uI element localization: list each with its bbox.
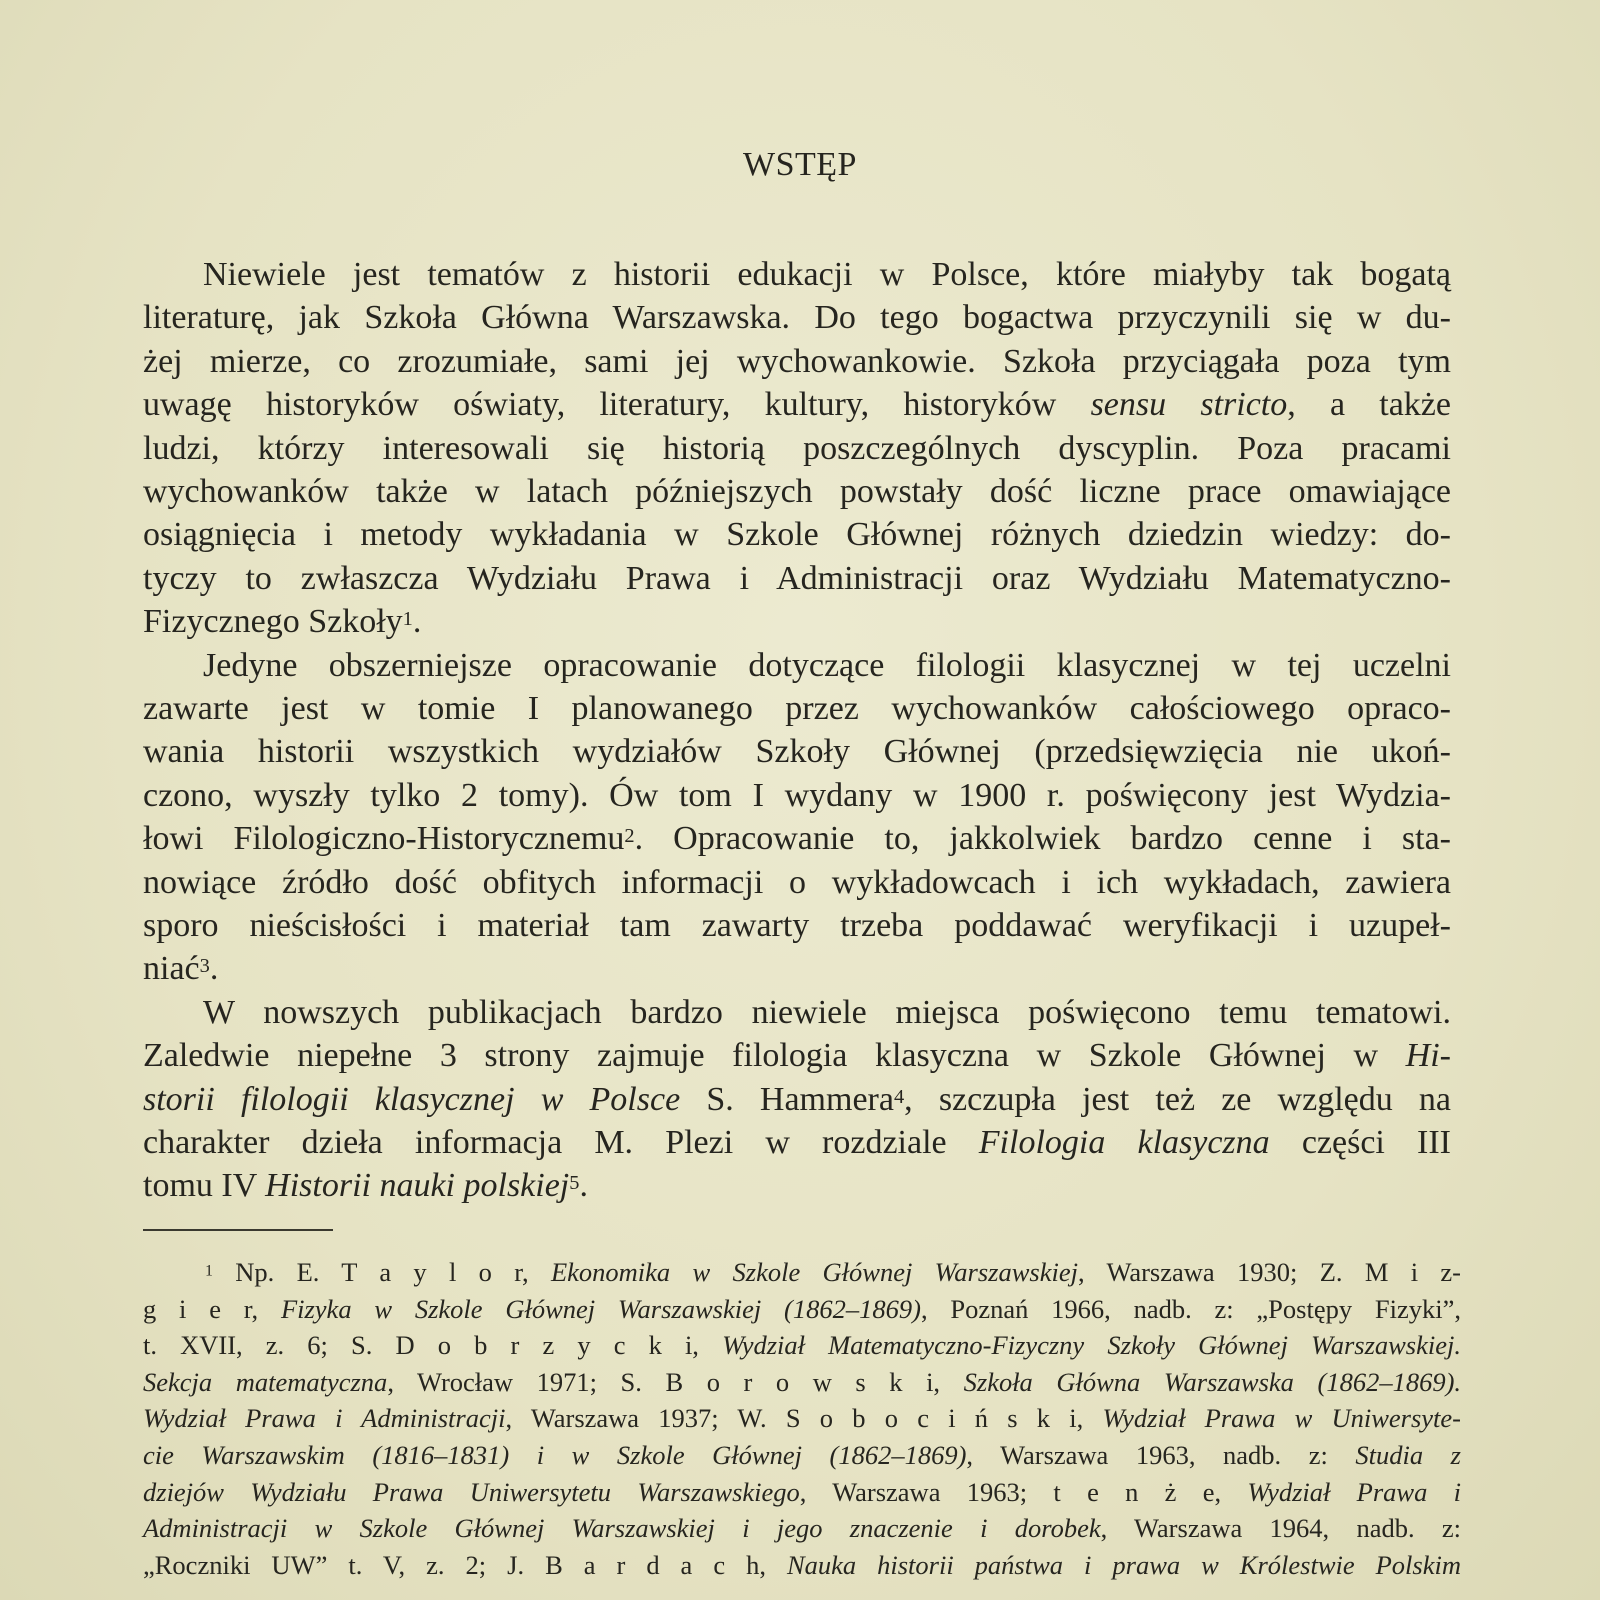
text-line: [143, 689, 1451, 729]
italic-text: Wydział Prawa w Uniwersyte-: [1102, 1403, 1461, 1434]
italic-text: Fizyka w Szkole Głównej Warszawskiej (1862–1869): [280, 1293, 921, 1324]
footnote-reference: 3: [199, 955, 210, 978]
text-line: [143, 1123, 1451, 1163]
italic-text: cie Warszawskim (1816–1831) i w Szkole Głównej (1862–1869): [143, 1440, 967, 1470]
text-segment: , Warszawa 1964, nadb. z:: [1100, 1513, 1461, 1544]
italic-text: Administracji w Szkole Głównej Warszawskiej i jego znaczenie i dorobek: [143, 1513, 1101, 1544]
text-line: [203, 993, 1451, 1033]
footnote-line: [143, 1366, 1461, 1398]
text-segment: literaturę, jak Szkoła Główna Warszawska. Do tego bogactwa przyczynili się w du-: [143, 299, 1451, 337]
text-segment: Fizycznego Szkoły: [143, 603, 403, 641]
text-segment: charakter dzieła informacja M. Plezi w rozdziale: [143, 1124, 979, 1161]
text-segment: „Roczniki UW” t. V, z. 2; J. B a r d a c h,: [143, 1549, 787, 1580]
text-line: [143, 602, 1451, 642]
text-segment: osiągnięcia i metody wykładania w Szkole Głównej różnych dziedzin wiedzy: do-: [143, 516, 1451, 554]
chapter-title: WSTĘP: [743, 146, 857, 183]
text-segment: tomu IV: [143, 1167, 266, 1205]
text-segment: tyczy to zwłaszcza Wydziału Prawa i Administracji oraz Wydziału Matematyczno-: [143, 559, 1451, 597]
text-segment: Niewiele jest tematów z historii edukacji w Polsce, które miałyby tak bogatą: [203, 256, 1451, 293]
italic-text: sensu stricto: [1090, 386, 1288, 424]
text-segment: , szczupła jest też ze względu na: [904, 1080, 1451, 1118]
text-line: [143, 1166, 1451, 1206]
text-line: [143, 732, 1451, 772]
text-segment: , Warszawa 1963, nadb. z:: [966, 1440, 1356, 1470]
text-segment: żej mierze, co zrozumiałe, sami jej wychowankowie. Szkoła przyciągała poza tym: [143, 342, 1451, 380]
text-segment: Np. E. T a y l o r,: [212, 1257, 551, 1287]
text-line: [143, 819, 1451, 859]
text-segment: czono, wyszły tylko 2 tomy). Ów tom I wydany w 1900 r. poświęcony jest Wydzia-: [143, 776, 1451, 814]
italic-text: Szkoła Główna Warszawska (1862–1869).: [963, 1366, 1462, 1397]
text-line: [143, 298, 1451, 338]
footnote-reference: 4: [893, 1085, 905, 1108]
italic-text: Wydział Prawa i Administracji: [143, 1403, 506, 1434]
italic-text: Historii nauki polskiej: [265, 1167, 570, 1205]
text-segment: Zaledwie niepełne 3 strony zajmuje filologia klasyczna w Szkole Głównej w: [143, 1037, 1406, 1075]
text-segment: , Warszawa 1937; W. S o b o c i ń s k i,: [505, 1403, 1103, 1434]
footnote-reference: 1: [205, 1262, 213, 1280]
footnote-line: [205, 1256, 1461, 1288]
text-line: [203, 255, 1451, 295]
text-segment: nowiące źródło dość obfitych informacji o wykładowcach i ich wykładach, zawiera: [143, 863, 1451, 901]
text-line: [143, 385, 1451, 425]
text-segment: łowi Filologiczno-Historycznemu: [143, 820, 625, 858]
footnote-reference: 1: [402, 608, 413, 631]
text-line: [143, 949, 1451, 989]
footnote-line: [143, 1293, 1461, 1325]
text-segment: części III: [1269, 1124, 1451, 1161]
italic-text: Ekonomika w Szkole Głównej Warszawskiej: [550, 1257, 1078, 1287]
text-segment: , Warszawa 1930; Z. M i z-: [1077, 1257, 1461, 1287]
italic-text: Wydział Prawa i: [1247, 1476, 1461, 1507]
text-segment: .: [209, 950, 219, 988]
italic-text: Sekcja matematyczna: [143, 1366, 388, 1397]
footnote-line: [143, 1329, 1461, 1361]
italic-text: Studia z: [1355, 1440, 1461, 1470]
text-line: [143, 429, 1451, 469]
italic-text: Hi-: [1405, 1037, 1451, 1075]
footnote-line: [143, 1402, 1461, 1434]
text-line: [143, 342, 1451, 382]
footnote-separator: [143, 1229, 333, 1231]
footnote-line: [143, 1549, 1461, 1581]
text-line: [143, 776, 1451, 816]
text-segment: sporo nieścisłości i materiał tam zawarty trzeba poddawać weryfikacji i uzupeł-: [143, 907, 1451, 944]
text-line: [143, 472, 1451, 512]
text-segment: wania historii wszystkich wydziałów Szkoły Głównej (przedsięwzięcia nie ukoń-: [143, 733, 1451, 771]
text-line: [143, 906, 1451, 946]
italic-text: storii filologii klasycznej w Polsce: [143, 1080, 681, 1118]
italic-text: dziejów Wydziału Prawa Uniwersytetu Warszawskiego: [143, 1476, 800, 1507]
text-line: [203, 646, 1451, 686]
footnote-reference: 2: [624, 825, 635, 848]
text-line: [143, 863, 1451, 903]
text-segment: wychowanków także w latach późniejszych powstały dość liczne prace omawiające: [143, 473, 1451, 510]
italic-text: Filologia klasyczna: [978, 1124, 1270, 1161]
text-segment: W nowszych publikacjach bardzo niewiele miejsca poświęcono temu tematowi.: [203, 993, 1451, 1031]
text-segment: Jedyne obszerniejsze opracowanie dotyczące filologii klasycznej w tej uczelni: [203, 646, 1451, 684]
text-segment: , Poznań 1966, nadb. z: „Postępy Fizyki”,: [920, 1293, 1462, 1324]
text-segment: . Opracowanie to, jakkolwiek bardzo cenne i sta-: [634, 820, 1451, 858]
footnote-line: [143, 1512, 1461, 1544]
text-segment: S. Hammera: [680, 1080, 894, 1118]
text-line: [143, 1036, 1451, 1076]
text-segment: zawarte jest w tomie I planowanego przez wychowanków całościowego opraco-: [143, 690, 1451, 727]
italic-text: Nauka historii państwa i prawa w Królestwie Polskim: [786, 1549, 1461, 1580]
italic-text: Wydział Matematyczno-Fizyczny Szkoły Głównej Warszawskiej.: [722, 1330, 1461, 1361]
footnote-reference: 5: [569, 1172, 580, 1195]
footnote-line: [143, 1439, 1461, 1471]
text-segment: .: [579, 1167, 588, 1205]
text-segment: , Warszawa 1963; t e n ż e,: [799, 1476, 1248, 1507]
text-line: [143, 515, 1451, 555]
text-segment: .: [412, 603, 422, 641]
text-segment: , Wrocław 1971; S. B o r o w s k i,: [387, 1366, 964, 1397]
text-segment: , a także: [1287, 386, 1451, 424]
text-line: [143, 559, 1451, 599]
text-segment: niać: [143, 950, 200, 988]
text-segment: ludzi, którzy interesowali się historią poszczególnych dyscyplin. Poza pracami: [143, 429, 1451, 467]
text-segment: t. XVII, z. 6; S. D o b r z y c k i,: [143, 1330, 723, 1361]
text-line: [143, 1080, 1451, 1120]
text-segment: g i e r,: [143, 1293, 281, 1324]
footnote-line: [143, 1476, 1461, 1508]
text-segment: uwagę historyków oświaty, literatury, kultury, historyków: [143, 386, 1091, 424]
